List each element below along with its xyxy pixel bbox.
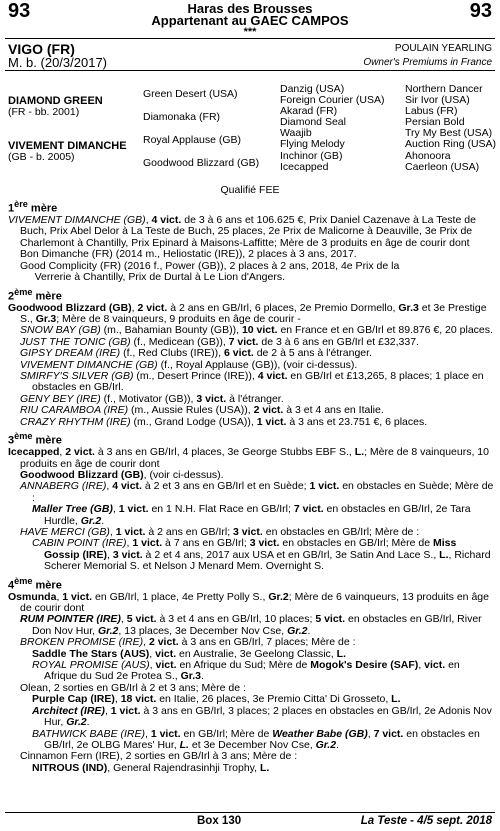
pedigree-line: SMIRFY'S SILVER (GB) (m., Desert Prince (IRE)), 4 vict. en GB/Irl et £13,265, 8 places; 1 place en obstacles en GB/Irl. [20,370,484,394]
gen2-dam-sire: Royal Applause (GB) [143,134,242,146]
stars: *** [243,26,257,38]
pedigree-line: GIPSY DREAM (IRE) (f., Red Clubs (IRE)), 6 vict. de 2 à 5 ans à l'étranger. [20,347,372,360]
sire-name: DIAMOND GREEN [8,95,103,107]
dam-generation-heading: 4ème mère [8,575,62,592]
pedigree-line: Olean, 2 sorties en GB/Irl à 2 et 3 ans; Mère de : [20,681,246,694]
gen2-dam-dam: Goodwood Blizzard (GB) [143,157,260,169]
gen3-item: Icecapped [280,161,329,173]
box-number: Box 130 [197,815,242,827]
pedigree-line: Icecapped, 2 vict. à 3 ans en GB/Irl, 4 places, 3e George Stubbs EBF S., L.; Mère de 8 vainqueurs, 10 produits en âge de courir dont [8,446,489,470]
dam-info: (GB - b. 2005) [8,151,75,163]
gen4-item: Persian Bold [405,116,465,128]
lot-number-right: 93 [469,0,492,22]
pedigree-line: CABIN POINT (IRE), 1 vict. à 7 ans en GB/Irl; 3 vict. en obstacles en GB/Irl; Mère de Miss Gossip (IRE), 3 vict. à 2 et 4 ans, 2017 aux USA et en GB/Irl, 3e Satin And Lace S., L., Richard Scherer Memorial S. et Nelson J Menard Mem. Overnight S. [32,537,491,573]
pedigree-line: Saddle The Stars (AUS), vict. en Australie, 3e Geelong Classic, L. [32,647,346,660]
gen4-item: Sir Ivor (USA) [405,94,470,106]
sire-info: (FR - bb. 2001) [8,106,80,118]
pedigree-line: Maller Tree (GB), 1 vict. en 1 N.H. Flat Race en GB/Irl; 7 vict. en obstacles en GB/Irl, 2e Tara Hurdle, Gr.2. [32,503,471,527]
pedigree-line: ANNABERG (IRE), 4 vict. à 2 et 3 ans en GB/Irl et en Suède; 1 vict. en obstacles en Suède; Mère de : [20,480,494,504]
pedigree-line: VIVEMENT DIMANCHE (GB) (f., Royal Applause (GB)), (voir ci-dessus). [20,358,358,371]
gen4-item: Northern Dancer [405,83,483,95]
owner-title: Appartenant au GAEC CAMPOS [151,13,349,28]
sale-location-date: La Teste - 4/5 sept. 2018 [360,815,492,827]
pedigree-line: Goodwood Blizzard (GB), (voir ci-dessus). [20,468,224,481]
horse-name: VIGO (FR) [8,41,75,57]
gen3-item: Danzig (USA) [280,83,345,95]
gen4-item: Caerleon (USA) [405,161,480,173]
horse-category: POULAIN YEARLING [394,43,492,54]
pedigree-line: JUST THE TONIC (GB) (f., Medicean (GB)), 7 vict. de 3 à 6 ans en GB/Irl et £32,337. [20,335,419,348]
pedigree-line: Good Complicity (FR) (2016 f., Power (GB)), 2 places à 2 ans, 2018, 4e Prix de la Verrerie à Chantilly, Prix de Durtal à Le Lion d'Angers. [20,259,400,284]
dam-generation-heading: 1ère mère [8,199,58,215]
gen4-item: Labus (FR) [405,105,458,117]
pedigree-line: HAVE MERCI (GB), 1 vict. à 2 ans en GB/Irl; 3 vict. en obstacles en GB/Irl; Mère de : [20,525,420,538]
pedigree-line: Cinnamon Fern (IRE), 2 sorties en GB/Irl à 3 ans; Mère de : [20,750,298,763]
gen4-item: Auction Ring (USA) [405,138,497,150]
pedigree-line: VIVEMENT DIMANCHE (GB), 4 vict. de 3 à 6 ans et 106.625 €, Prix Daniel Cazenave à La Teste de Buch, Prix Abel Delor à La Teste de Buch, 25 places, 2e Prix de Malicorne à Deauville, 3e Prix de Charlemont à Chantilly, Prix Epinard à Maisons-Laffitte; Mère de 3 produits en âge de courir dont [8,214,476,249]
gen4-item: Try My Best (USA) [405,127,493,139]
pedigree-line: BROKEN PROMISE (IRE), 2 vict. à 3 ans en GB/Irl, 7 places; Mère de : [20,636,356,649]
pedigree-line: GENY BEY (IRE) (f., Motivator (GB)), 3 vict. à l'étranger. [20,392,284,405]
owner-premium: Owner's Premiums in France [363,57,492,68]
qualification-note: Qualifié FEE [220,184,280,196]
maternal-family-text [8,196,494,774]
pedigree-line: BATHWICK BABE (IRE), 1 vict. en GB/Irl; Mère de Weather Babe (GB), 7 vict. en obstacles en GB/Irl, 2e OLBG Mares' Hur, L. et 3e December Nov Cse, Gr.2. [32,727,480,751]
pedigree-line: Bon Dimanche (FR) (2014 m., Heliostatic (IRE)), 2 places à 3 ans, 2017. [20,248,357,261]
pedigree-line: RUM POINTER (IRE), 5 vict. à 3 et 4 ans en GB/Irl, 10 places; 5 vict. en obstacles en GB/Irl, River Don Nov Hur, Gr.2, 13 places, 3e December Nov Cse, Gr.2. [20,613,482,637]
gen3-item: Foreign Courier (USA) [280,94,385,106]
pedigree-line: SNOW BAY (GB) (m., Bahamian Bounty (GB)), 10 vict. en France et en GB/Irl et 89.876 €, 20 places. [20,324,493,337]
pedigree-rule [5,70,495,71]
pedigree-line: Architect (IRE), 1 vict. à 3 ans en GB/Irl, 3 places; 2 places en obstacles en GB/Irl, 2e Adonis Nov Hur, Gr.2. [32,704,492,729]
pedigree-line: CRAZY RHYTHM (IRE) (m., Grand Lodge (USA)), 1 vict. à 3 ans et 23.751 €, 6 places. [20,415,428,428]
footer-rule [5,812,495,813]
dam-name: VIVEMENT DIMANCHE [8,140,127,152]
header-rule [5,38,495,39]
lot-number-left: 93 [8,0,31,22]
gen3-item: Flying Melody [280,138,345,150]
gen2-sire-dam: Diamonaka (FR) [143,111,221,123]
dam-generation-heading: 2ème mère [8,286,62,303]
dam-generation-heading: 3ème mère [8,431,62,447]
pedigree-line: ROYAL PROMISE (AUS), vict. en Afrique du Sud; Mère de Mogok's Desire (SAF), vict. en Afrique du Sud 2e Protea S., Gr.3. [32,659,460,683]
pedigree-line: RIU CARAMBOA (IRE) (m., Aussie Rules (USA)), 2 vict. à 3 et 4 ans en Italie. [20,404,384,417]
gen3-item: Diamond Seal [280,116,346,128]
pedigree-line: Purple Cap (IRE), 18 vict. en Italie, 26 places, 3e Premio Citta' Di Grosseto, L. [32,693,401,706]
gen3-item: Akarad (FR) [280,105,338,117]
pedigree-line: NITROUS (IND), General Rajendrasinhji Trophy, L. [32,761,270,774]
horse-details: M. b. (20/3/2017) [8,55,107,70]
gen2-sire-sire: Green Desert (USA) [143,88,238,100]
pedigree-line: Goodwood Blizzard (GB), 2 vict. à 2 ans en GB/Irl, 6 places, 2e Premio Dormello, Gr.3 et 3e Prestige S., Gr.3; Mère de 8 vainqueurs, 9 produits en âge de courir - [8,301,487,325]
gen4-item: Ahonoora [405,150,451,162]
pedigree-line: Osmunda, 1 vict. en GB/Irl, 1 place, 4e Pretty Polly S., Gr.2; Mère de 6 vainqueurs, 13 produits en âge de courir dont [8,590,489,615]
gen3-item: Inchinor (GB) [280,150,343,162]
consignor-title: Haras des Brousses [187,1,313,16]
gen3-item: Waajib [280,127,312,139]
